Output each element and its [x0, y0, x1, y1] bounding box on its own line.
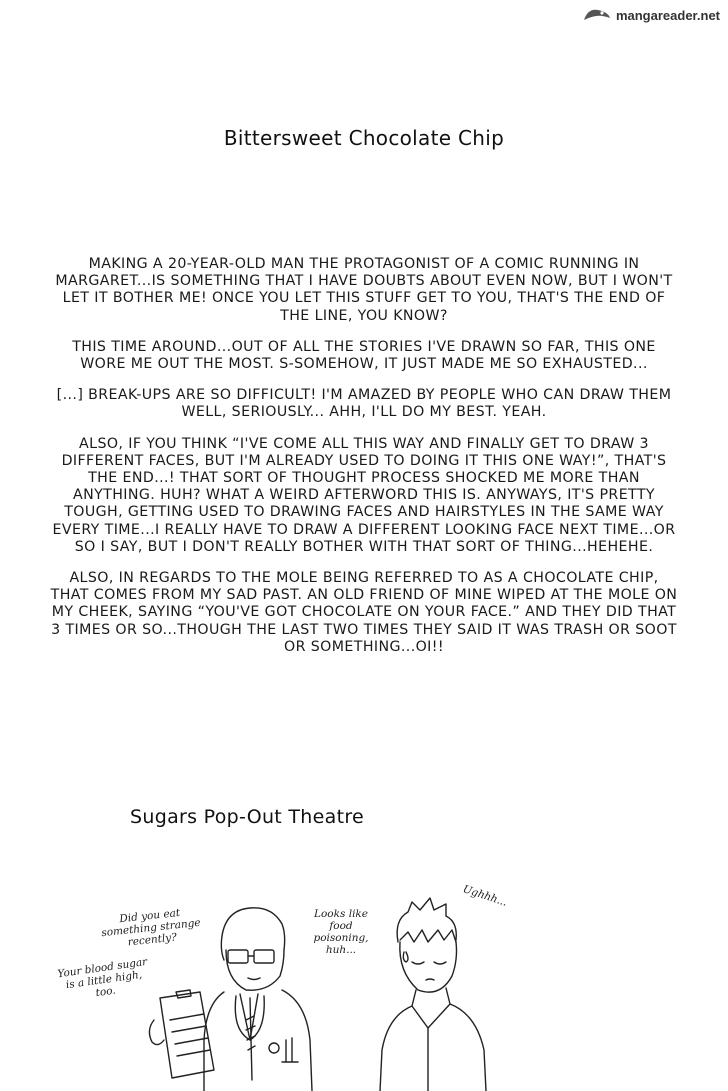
- section-title-bittersweet: Bittersweet Chocolate Chip: [223, 126, 505, 150]
- mangareader-logo-icon: [582, 6, 612, 24]
- patient-illustration: [380, 898, 486, 1091]
- afterword-paragraph-5: ALSO, IN REGARDS TO THE MOLE BEING REFERRED TO AS A CHOCOLATE CHIP, THAT COMES FROM MY SAD PAST. AN OLD FRIEND OF MINE WIPED AT THE MOLE ON MY CHEEK, SAYING “YOU'VE GOT CHOCOLATE ON YOUR FACE.” AND THEY DID THAT 3 TIMES OR SO...THOUGH THE LAST TWO TIMES THEY SAID IT WAS TRASH OR SOOT OR SOMETHING...OI!!: [50, 570, 678, 655]
- speech-bubble-food-poisoning: Looks like food poisoning, huh...: [313, 908, 369, 956]
- afterword-paragraph-1: MAKING A 20-YEAR-OLD MAN THE PROTAGONIST OF A COMIC RUNNING IN MARGARET...IS SOMETHING THAT I HAVE DOUBTS ABOUT EVEN NOW, BUT I WON'T LET IT BOTHER ME! ONCE YOU LET THIS STUFF GET TO YOU, THAT'S THE END OF THE LINE, YOU KNOW?: [55, 256, 673, 324]
- speech-bubble-doctor-question: Did you eat something strange recently?: [100, 906, 202, 949]
- afterword-paragraph-3: [...] BREAK-UPS ARE SO DIFFICULT! I'M AMAZED BY PEOPLE WHO CAN DRAW THEM WELL, SERIOUSLY... AHH, I'LL DO MY BEST. YEAH.: [56, 387, 672, 421]
- comic-panel: [0, 880, 728, 1091]
- afterword-paragraph-4: ALSO, IF YOU THINK “I'VE COME ALL THIS WAY AND FINALLY GET TO DRAW 3 DIFFERENT FACES, BUT I'M ALREADY USED TO DOING IT THIS ONE WAY!”, THAT'S THE END...! THAT SORT OF THOUGHT PROCESS SHOCKED ME MORE THAN ANYTHING. HUH? WHAT A WEIRD AFTERWORD THIS IS. ANYWAYS, IT'S PRETTY TOUGH, GETTING USED TO DRAWING FACES AND HAIRSTYLES IN THE SAME WAY EVERY TIME...I REALLY HAVE TO DRAW A DIFFERENT LOOKING FACE NEXT TIME...OR SO I SAY, BUT I DON'T REALLY BOTHER WITH THAT SORT OF THING...HEHEHE.: [52, 435, 676, 555]
- site-watermark: [582, 6, 720, 24]
- watermark-text: mangareader.net: [615, 7, 720, 23]
- speech-bubble-blood-sugar: Your blood sugar is a little high, too.: [56, 955, 148, 1000]
- speech-bubble-patient-sigh: Ughhh...: [461, 883, 509, 909]
- section-title-pop-out-theatre: Sugars Pop-Out Theatre: [130, 806, 365, 828]
- afterword-paragraph-2: THIS TIME AROUND...OUT OF ALL THE STORIES I'VE DRAWN SO FAR, THIS ONE WORE ME OUT THE MOST. S-SOMEHOW, IT JUST MADE ME SO EXHAUSTED...: [72, 338, 656, 373]
- afterword-text: [50, 256, 678, 670]
